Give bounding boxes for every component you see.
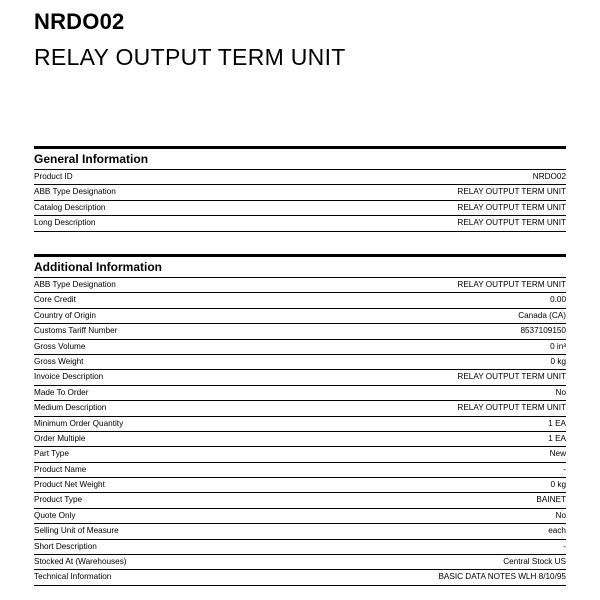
row-label: Core Credit xyxy=(34,295,76,305)
row-value: 0 kg xyxy=(550,356,566,366)
table-row xyxy=(34,278,566,293)
table-row xyxy=(34,463,566,478)
table-row xyxy=(34,324,566,339)
row-value: No xyxy=(555,387,566,397)
row-label: ABB Type Designation xyxy=(34,280,116,289)
table-row xyxy=(34,417,566,432)
row-label: Part Type xyxy=(34,449,69,459)
additional-information-section xyxy=(34,254,566,586)
row-label: Order Multiple xyxy=(34,433,86,443)
row-label: Product Name xyxy=(34,464,87,474)
row-label: Minimum Order Quantity xyxy=(34,418,124,428)
row-label: ABB Type Designation xyxy=(34,187,116,197)
table-row xyxy=(34,447,566,462)
row-label: Product Net Weight xyxy=(34,480,105,490)
table-row xyxy=(34,493,566,508)
table-row xyxy=(34,524,566,539)
table-row xyxy=(34,355,566,370)
row-label: Made To Order xyxy=(34,387,89,397)
additional-information-heading: Additional Information xyxy=(34,254,566,278)
row-value: BAINET xyxy=(536,495,566,505)
row-value: 1 EA xyxy=(548,418,566,428)
table-row xyxy=(34,309,566,324)
row-value: New xyxy=(549,449,566,459)
row-label: Catalog Description xyxy=(34,202,106,212)
table-row xyxy=(34,185,566,200)
table-row xyxy=(34,216,566,231)
row-value: 8537109150 xyxy=(520,326,566,336)
row-label: Invoice Description xyxy=(34,372,104,382)
row-label: Selling Unit of Measure xyxy=(34,526,119,536)
row-value: RELAY OUTPUT TERM UNIT xyxy=(457,372,566,382)
row-label: Country of Origin xyxy=(34,310,96,320)
row-label: Quote Only xyxy=(34,510,76,520)
table-row xyxy=(34,540,566,555)
table-row xyxy=(34,201,566,216)
additional-information-table xyxy=(34,278,566,586)
row-value: BASIC DATA NOTES WLH 8/10/95 xyxy=(438,572,566,582)
row-value: RELAY OUTPUT TERM UNIT xyxy=(457,202,566,212)
row-value: NRDO02 xyxy=(532,172,566,181)
row-value: - xyxy=(563,541,566,551)
product-title: RELAY OUTPUT TERM UNIT xyxy=(34,44,346,70)
general-information-heading: General Information xyxy=(34,146,566,170)
row-value: - xyxy=(563,464,566,474)
row-value: RELAY OUTPUT TERM UNIT xyxy=(457,403,566,413)
row-value: 0 kg xyxy=(550,480,566,490)
row-value: RELAY OUTPUT TERM UNIT xyxy=(457,280,566,289)
row-value: 0.00 xyxy=(550,295,566,305)
row-value: 1 EA xyxy=(548,433,566,443)
table-row xyxy=(34,509,566,524)
row-value: Central Stock US xyxy=(503,557,566,567)
row-label: Long Description xyxy=(34,218,96,228)
row-label: Technical Information xyxy=(34,572,112,582)
row-label: Short Description xyxy=(34,541,97,551)
row-value: No xyxy=(555,510,566,520)
row-value: RELAY OUTPUT TERM UNIT xyxy=(457,187,566,197)
row-label: Product ID xyxy=(34,172,73,181)
table-row xyxy=(34,570,566,585)
table-row xyxy=(34,386,566,401)
table-row xyxy=(34,170,566,185)
general-information-section xyxy=(34,146,566,232)
row-label: Customs Tariff Number xyxy=(34,326,118,336)
row-value: 0 in³ xyxy=(550,341,566,351)
row-value: RELAY OUTPUT TERM UNIT xyxy=(457,218,566,228)
table-row xyxy=(34,293,566,308)
table-row xyxy=(34,340,566,355)
row-label: Gross Weight xyxy=(34,356,84,366)
row-value: Canada (CA) xyxy=(518,310,566,320)
general-information-table xyxy=(34,170,566,232)
row-label: Product Type xyxy=(34,495,83,505)
row-value: each xyxy=(548,526,566,536)
row-label: Gross Volume xyxy=(34,341,86,351)
table-row xyxy=(34,555,566,570)
row-label: Medium Description xyxy=(34,403,107,413)
product-code-heading: NRDO02 xyxy=(34,9,125,34)
row-label: Stocked At (Warehouses) xyxy=(34,557,127,567)
table-row xyxy=(34,370,566,385)
table-row xyxy=(34,401,566,416)
table-row xyxy=(34,432,566,447)
table-row xyxy=(34,478,566,493)
